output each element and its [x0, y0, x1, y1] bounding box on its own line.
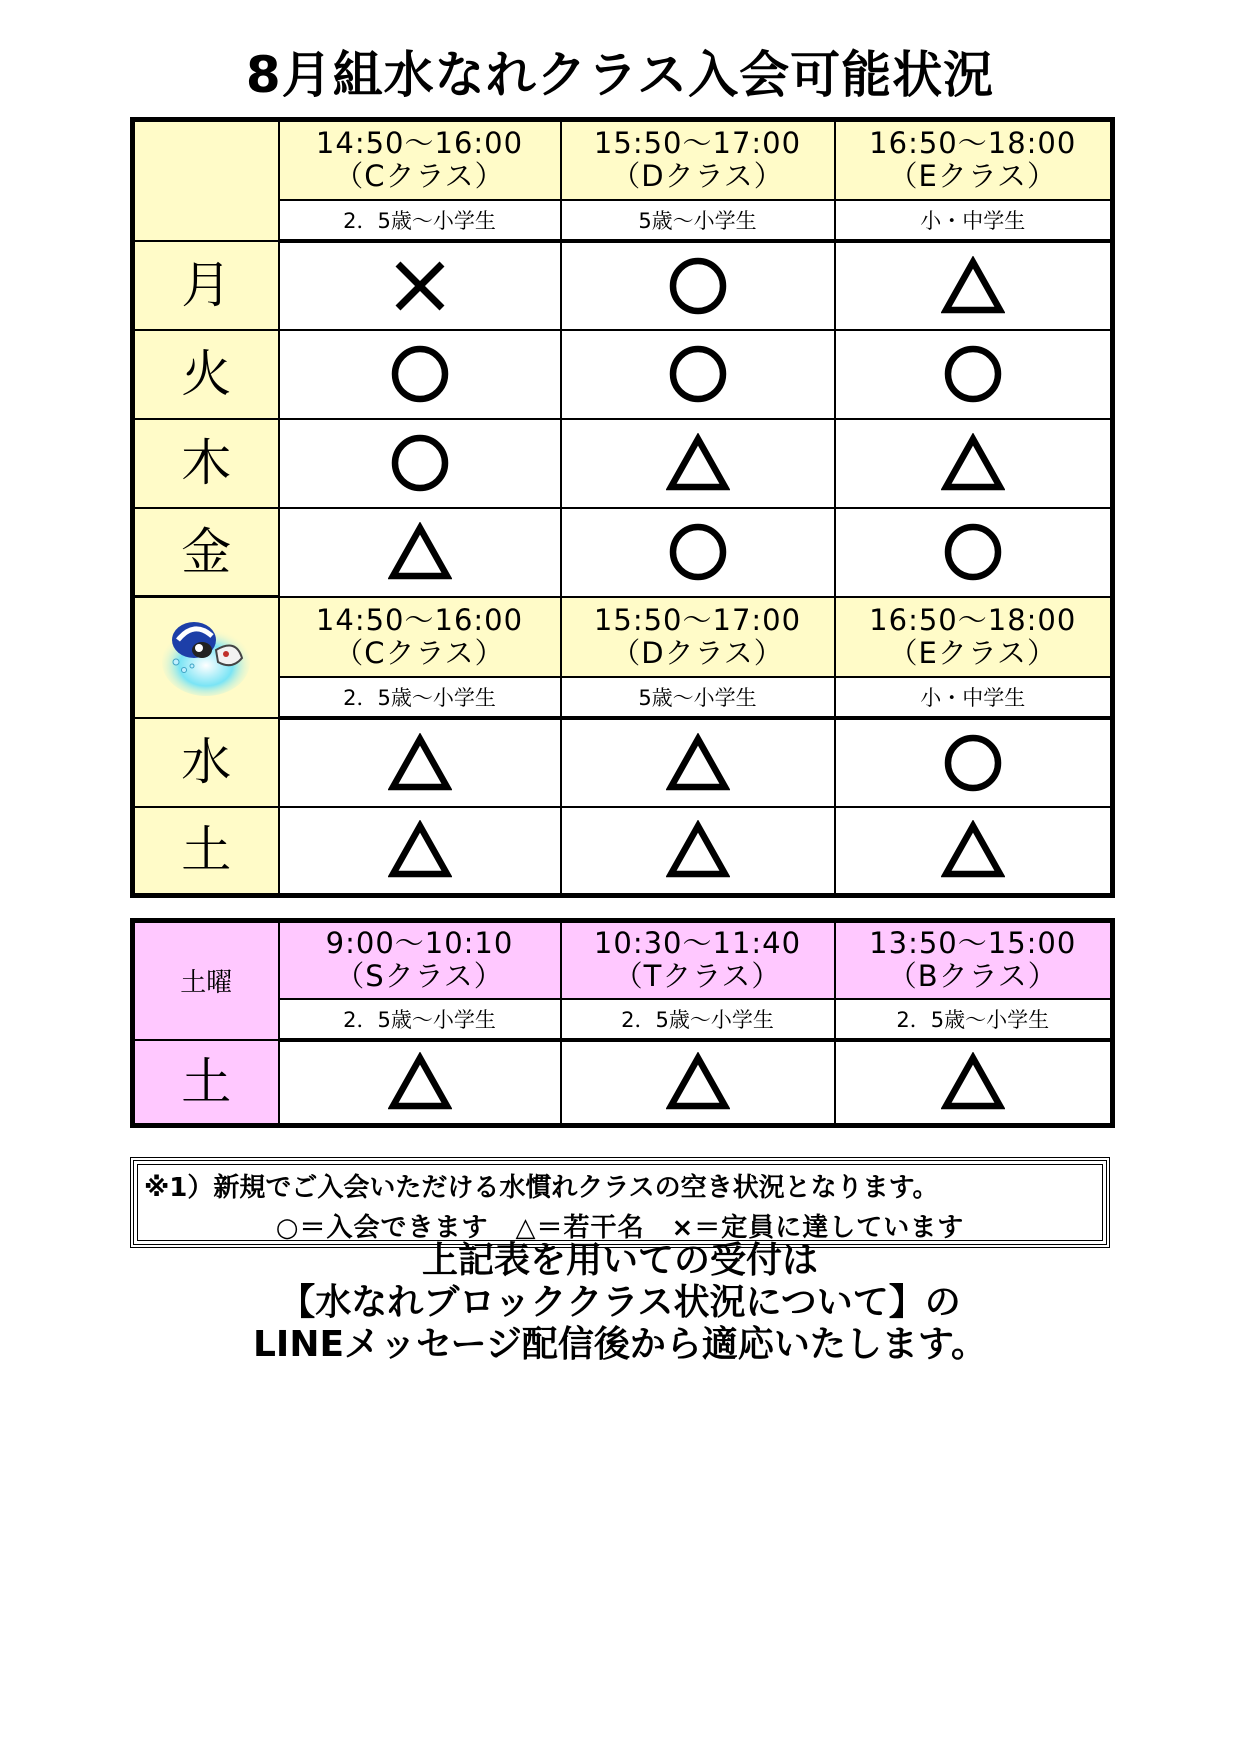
session-header-c	[279, 597, 561, 677]
availability-mark	[561, 1040, 835, 1126]
availability-mark	[561, 330, 835, 419]
triangle-mark-icon	[393, 1058, 447, 1106]
availability-mark	[561, 718, 835, 807]
circle-mark-icon	[673, 527, 723, 577]
triangle-mark-icon	[946, 262, 1000, 310]
session-time: 9:00～10:10	[325, 926, 514, 961]
cross-mark-icon	[398, 264, 442, 308]
footer-line-3: LINEメッセージ配信後から適応いたします。	[252, 1324, 987, 1365]
availability-mark	[279, 241, 561, 330]
age-range: 2．5歳～小学生	[279, 200, 561, 241]
day-label: 火	[133, 330, 279, 419]
table-row	[133, 330, 1113, 419]
age-range: 2．5歳～小学生	[561, 999, 835, 1040]
age-range: 2．5歳～小学生	[279, 677, 561, 718]
table-row	[133, 419, 1113, 508]
table-row	[133, 508, 1113, 597]
availability-mark	[835, 241, 1113, 330]
session-class: （Sクラス）	[335, 959, 504, 994]
session-class: （Eクラス）	[888, 159, 1057, 194]
circle-mark-icon	[673, 349, 723, 399]
triangle-mark-icon	[946, 826, 1000, 874]
session-class: （Cクラス）	[334, 159, 505, 194]
session-class: （Cクラス）	[334, 635, 505, 670]
note-text: ※1）新規でご入会いただける水慣れクラスの空き状況となります。	[144, 1173, 939, 1203]
circle-mark-icon	[673, 261, 723, 311]
session-time: 14:50～16:00	[315, 126, 524, 161]
triangle-mark-icon	[671, 739, 725, 787]
triangle-mark-icon	[393, 739, 447, 787]
footer-line-1: 上記表を用いての受付は	[421, 1240, 818, 1281]
saturday-label: 土曜	[133, 921, 279, 1040]
session-header-s	[279, 921, 561, 999]
session-time: 16:50～18:00	[869, 602, 1077, 637]
header-corner-cell	[133, 120, 279, 241]
age-range: 2．5歳～小学生	[835, 999, 1113, 1040]
triangle-mark-icon	[393, 528, 447, 576]
session-class: （Tクラス）	[613, 959, 782, 994]
session-class: （Eクラス）	[888, 635, 1057, 670]
availability-mark	[279, 1040, 561, 1126]
day-label: 金	[133, 508, 279, 597]
footer-notice	[130, 1240, 1110, 1366]
saturday-schedule-table	[130, 918, 1115, 1128]
day-label: 土	[133, 807, 279, 896]
session-header-b	[835, 921, 1113, 999]
table-row	[133, 807, 1113, 896]
session-header-t	[561, 921, 835, 999]
session-header-e	[835, 120, 1113, 200]
circle-mark-icon	[395, 349, 445, 399]
availability-mark	[561, 807, 835, 896]
age-range: 2．5歳～小学生	[279, 999, 561, 1040]
triangle-mark-icon	[671, 1058, 725, 1106]
table-row	[133, 241, 1113, 330]
availability-mark	[835, 330, 1113, 419]
circle-mark-icon	[395, 438, 445, 488]
session-time: 15:50～17:00	[593, 602, 802, 637]
age-range: 小・中学生	[835, 200, 1113, 241]
availability-mark	[835, 718, 1113, 807]
session-header-e	[835, 597, 1113, 677]
table-row	[133, 718, 1113, 807]
session-time: 16:50～18:00	[869, 126, 1077, 161]
session-class: （Dクラス）	[611, 635, 784, 670]
day-label: 木	[133, 419, 279, 508]
triangle-mark-icon	[393, 826, 447, 874]
availability-mark	[279, 807, 561, 896]
table-row	[133, 1040, 1113, 1126]
legend-text: ○＝入会できます △＝若干名 ×＝定員に達しています	[275, 1213, 965, 1243]
availability-mark	[561, 419, 835, 508]
footer-line-2: 【水なれブロッククラス状況について】の	[279, 1282, 961, 1323]
availability-mark	[561, 241, 835, 330]
legend-note-box	[130, 1157, 1110, 1248]
availability-mark	[279, 718, 561, 807]
availability-mark	[279, 419, 561, 508]
availability-mark	[561, 508, 835, 597]
availability-mark	[835, 807, 1113, 896]
availability-mark	[835, 419, 1113, 508]
circle-mark-icon	[948, 738, 998, 788]
circle-mark-icon	[948, 349, 998, 399]
age-range: 5歳～小学生	[561, 677, 835, 718]
availability-mark	[835, 1040, 1113, 1126]
session-header-c	[279, 120, 561, 200]
triangle-mark-icon	[671, 826, 725, 874]
swimmer-icon-cell	[133, 597, 279, 718]
availability-mark	[835, 508, 1113, 597]
session-time: 14:50～16:00	[315, 602, 524, 637]
session-time: 15:50～17:00	[593, 126, 802, 161]
session-header-d	[561, 597, 835, 677]
session-class: （Dクラス）	[611, 159, 784, 194]
age-range: 小・中学生	[835, 677, 1113, 718]
session-time: 13:50～15:00	[869, 926, 1077, 961]
day-label: 水	[133, 718, 279, 807]
day-label: 土	[133, 1040, 279, 1126]
triangle-mark-icon	[946, 439, 1000, 487]
session-header-d	[561, 120, 835, 200]
triangle-mark-icon	[946, 1058, 1000, 1106]
availability-mark	[279, 508, 561, 597]
session-class: （Bクラス）	[887, 959, 1058, 994]
page-title: 8月組水なれクラス入会可能状況	[245, 46, 995, 104]
age-range: 5歳～小学生	[561, 200, 835, 241]
session-time: 10:30～11:40	[593, 926, 802, 961]
availability-mark	[279, 330, 561, 419]
triangle-mark-icon	[671, 439, 725, 487]
weekday-schedule-table	[130, 117, 1115, 898]
day-label: 月	[133, 241, 279, 330]
circle-mark-icon	[948, 527, 998, 577]
swimmer-icon	[156, 610, 256, 700]
